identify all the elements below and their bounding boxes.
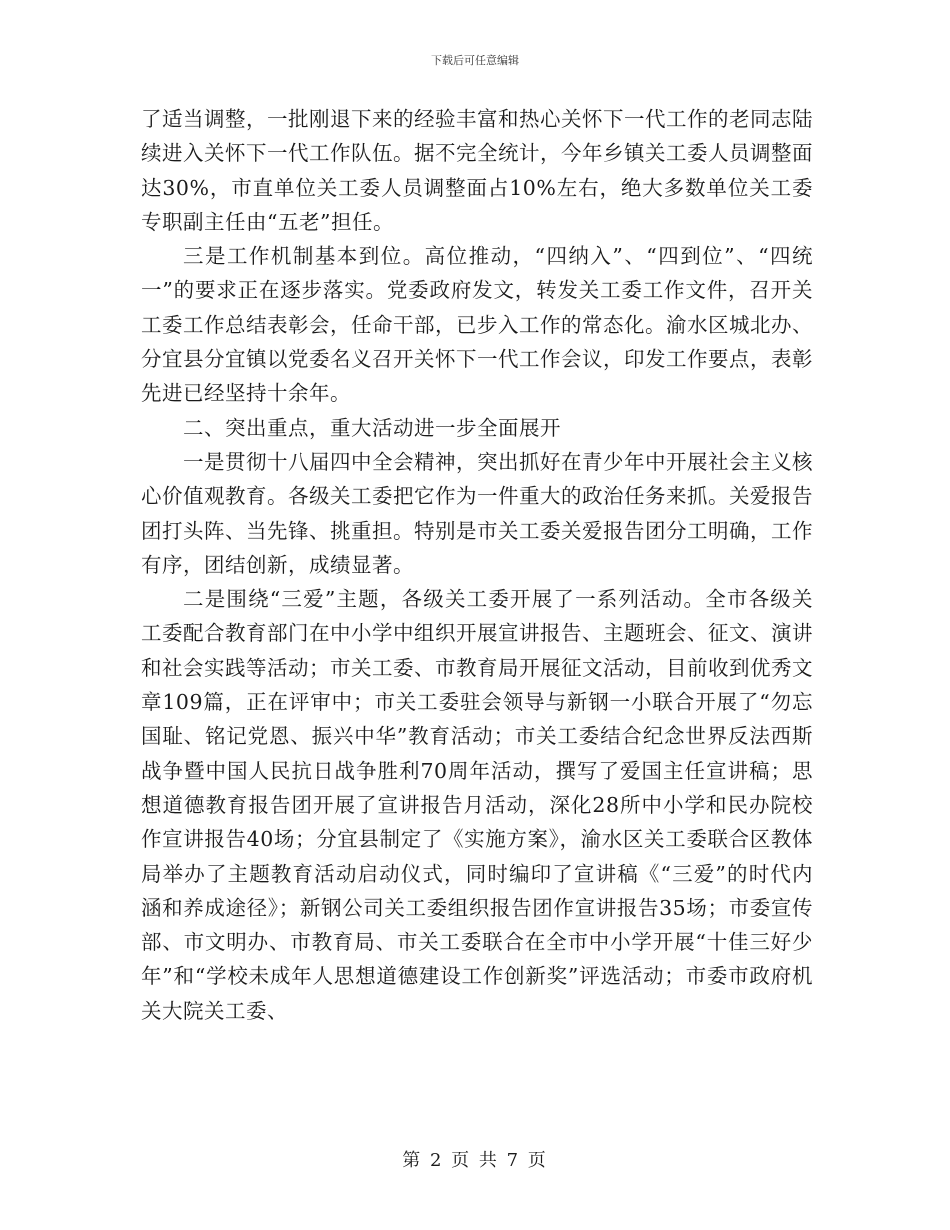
page-footer (0, 1146, 950, 1172)
total-pages-number: 7 (506, 1150, 521, 1171)
section-heading: 二、突出重点，重大活动进一步全面展开 (183, 415, 561, 440)
paragraph-core-values: 一是贯彻十八届四中全会精神，突出抓好在青少年中开展社会主义核心价值观教育。各级关工委把它作为一件重大的政治任务来抓。关爱报告团打头阵、当先锋、挑重担。特别是市关工委关爱报告团分工明确，工作有序，团结创新，成绩显著。 (141, 449, 813, 577)
document-body (141, 102, 813, 1028)
current-page-number: 2 (429, 1150, 444, 1171)
footer-middle: 页 共 (451, 1150, 499, 1171)
paragraph-work-mechanism: 三是工作机制基本到位。高位推动，“四纳入”、“四到位”、“四统一”的要求正在逐步落实。党委政府发文，转发关工委工作文件，召开关工委工作总结表彰会，任命干部，已步入工作的常态化。渝水区城北办、分宜县分宜镇以党委名义召开关怀下一代工作会议，印发工作要点，表彰先进已经坚持十余年。 (141, 244, 813, 406)
footer-prefix: 第 (402, 1150, 423, 1171)
page-header: 下载后可任意编辑 (431, 54, 519, 67)
paragraph-three-loves: 二是围绕“三爱”主题，各级关工委开展了一系列活动。全市各级关工委配合教育部门在中小学中组织开展宣讲报告、主题班会、征文、演讲和社会实践等活动；市关工委、市教育局开展征文活动，目前收到优秀文章109篇，正在评审中；市关工委驻会领导与新钢一小联合开展了“勿忘国耻、铭记党恩、振兴中华”教育活动；市关工委结合纪念世界反法西斯战争暨中国人民抗日战争胜利70周年活动，撰写了爱国主任宣讲稿；思想道德教育报告团开展了宣讲报告月活动，深化28所中小学和民办院校作宣讲报告40场；分宜县制定了《实施方案》，渝水区关工委联合区教体局举办了主题教育活动启动仪式，同时编印了宣讲稿《“三爱”的时代内涵和养成途径》；新钢公司关工委组织报告团作宣讲报告35场；市委宣传部、市文明办、市教育局、市关工委联合在全市中小学开展“十佳三好少年”和“学校未成年人思想道德建设工作创新奖”评选活动；市委市政府机关大院关工委、 (141, 587, 813, 1023)
paragraph-continuation: 了适当调整，一批刚退下来的经验丰富和热心关怀下一代工作的老同志陆续进入关怀下一代工作队伍。据不完全统计，今年乡镇关工委人员调整面达30%，市直单位关工委人员调整面占10%左右，绝大多数单位关工委专职副主任由“五老”担任。 (141, 107, 813, 234)
footer-suffix: 页 (527, 1150, 548, 1171)
